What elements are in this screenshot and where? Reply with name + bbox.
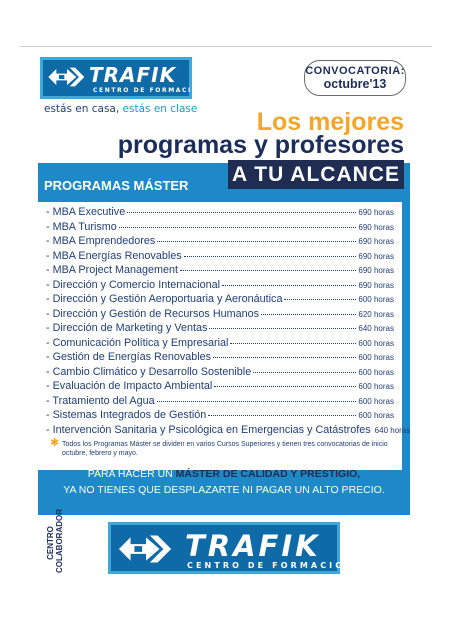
brand-subtitle: CENTRO DE FORMACION xyxy=(93,87,206,94)
program-name: - Gestión de Energías Renovables xyxy=(46,351,212,363)
program-name: - Dirección y Gestión de Recursos Humanos xyxy=(46,307,260,320)
program-hours: 640 horas xyxy=(374,425,411,435)
dot-leader xyxy=(230,343,356,344)
trafik-mark-icon xyxy=(117,531,175,567)
program-name: - Dirección y Gestión Aeroportuaria y Aeronáutica xyxy=(46,293,283,305)
program-hours: 690 horas xyxy=(358,237,394,246)
section-title: PROGRAMAS MÁSTER xyxy=(44,178,189,193)
program-row xyxy=(46,206,394,221)
program-row xyxy=(46,221,394,236)
dot-leader xyxy=(208,415,356,416)
program-name: - Sistemas Integrados de Gestión xyxy=(46,409,207,421)
trafik-logo-bottom xyxy=(108,522,355,574)
dot-leader xyxy=(184,256,357,257)
dot-leader xyxy=(127,212,356,213)
program-row xyxy=(46,322,394,337)
dot-leader xyxy=(222,285,356,286)
trafik-logo-top xyxy=(40,57,206,99)
program-name: - Comunicación Política y Empresarial xyxy=(46,336,229,349)
program-hours: 640 horas xyxy=(358,324,394,333)
cta-line1 xyxy=(38,466,410,482)
program-name: - MBA Turismo xyxy=(46,220,117,233)
dot-leader xyxy=(213,357,356,358)
program-hours: 600 horas xyxy=(358,382,394,391)
program-hours: 690 horas xyxy=(358,222,394,232)
headline-line1: Los mejores xyxy=(256,108,404,136)
program-hours: 600 horas xyxy=(358,367,394,377)
programs-note xyxy=(50,437,402,458)
program-name: - Intervención Sanitaria y Psicológica en Emergencias y Catástrofes xyxy=(46,423,371,436)
program-hours: 600 horas xyxy=(358,338,394,348)
top-divider xyxy=(20,46,432,47)
cta-line1-highlight: MÁSTER DE CALIDAD Y PRESTIGIO, xyxy=(175,468,361,480)
trafik-mark-icon xyxy=(47,64,87,90)
centro-colaborador xyxy=(46,509,64,573)
centro-line1: CENTRO xyxy=(46,526,55,560)
program-name: - MBA Energías Renovables xyxy=(46,249,182,262)
program-hours: 690 horas xyxy=(358,251,394,261)
program-name: - Evaluación de Impacto Ambiental xyxy=(46,380,213,392)
headline-line2: programas y profesores xyxy=(117,131,404,159)
program-name: - Tratamiento del Agua xyxy=(46,394,155,407)
tagline-part1: estás en casa, xyxy=(44,103,123,115)
program-row xyxy=(46,337,394,352)
note-star-icon: ✱ xyxy=(50,437,60,449)
program-row xyxy=(46,395,394,410)
convocatoria-badge xyxy=(304,60,406,96)
program-row xyxy=(46,235,394,250)
program-hours: 600 horas xyxy=(358,411,394,420)
program-hours: 690 horas xyxy=(358,208,394,217)
program-hours: 690 horas xyxy=(358,280,394,290)
brand-subtitle: CENTRO DE FORMACION xyxy=(187,561,355,570)
note-text: Todos los Programas Máster se dividen en varios Cursos Superiores y tienen tres convocatorias de inicio octubre, febrero y mayo. xyxy=(62,441,388,457)
program-hours: 600 horas xyxy=(358,353,394,362)
dot-leader xyxy=(119,227,357,228)
program-hours: 690 horas xyxy=(358,266,394,275)
program-name: - MBA Emprendedores xyxy=(46,235,156,247)
dot-leader xyxy=(157,401,357,402)
program-name: - MBA Project Management xyxy=(46,264,179,276)
dot-leader xyxy=(284,299,356,300)
program-row xyxy=(46,308,394,323)
program-row xyxy=(46,264,394,279)
call-to-action xyxy=(38,466,410,498)
program-list-box xyxy=(38,202,411,470)
cta-line1-a: PARA HACER UN xyxy=(87,468,176,480)
convocatoria-label: CONVOCATORIA: xyxy=(305,65,405,77)
program-row xyxy=(46,409,394,424)
tagline-part2: estás en clase xyxy=(122,103,198,115)
program-name: - Dirección de Marketing y Ventas xyxy=(46,322,208,334)
program-row xyxy=(46,293,394,308)
program-name: - MBA Executive xyxy=(46,206,126,218)
tagline xyxy=(44,103,197,115)
program-hours: 600 horas xyxy=(358,396,394,406)
program-row xyxy=(46,380,394,395)
cta-line2: YA NO TIENES QUE DESPLAZARTE NI PAGAR UN ALTO PRECIO. xyxy=(63,484,385,496)
program-row xyxy=(46,351,394,366)
brand-name: TRAFIK xyxy=(185,529,321,563)
program-list xyxy=(38,202,411,438)
dot-leader xyxy=(261,314,356,315)
centro-line2: COLABORADOR xyxy=(55,509,64,573)
program-row xyxy=(46,250,394,265)
program-name: - Cambio Climático y Desarrollo Sostenible xyxy=(46,365,252,378)
dot-leader xyxy=(209,328,356,329)
headline-line3: A TU ALCANCE xyxy=(228,160,404,189)
brand-name: TRAFIK xyxy=(89,63,177,87)
program-name: - Dirección y Comercio Internacional xyxy=(46,278,221,291)
program-row xyxy=(46,279,394,294)
dot-leader xyxy=(253,372,356,373)
convocatoria-date: octubre'13 xyxy=(323,77,387,91)
program-hours: 620 horas xyxy=(358,309,394,319)
program-row xyxy=(46,423,411,439)
dot-leader xyxy=(157,241,356,242)
dot-leader xyxy=(214,386,356,387)
dot-leader xyxy=(180,270,356,271)
program-row xyxy=(46,366,394,381)
program-hours: 600 horas xyxy=(358,295,394,304)
